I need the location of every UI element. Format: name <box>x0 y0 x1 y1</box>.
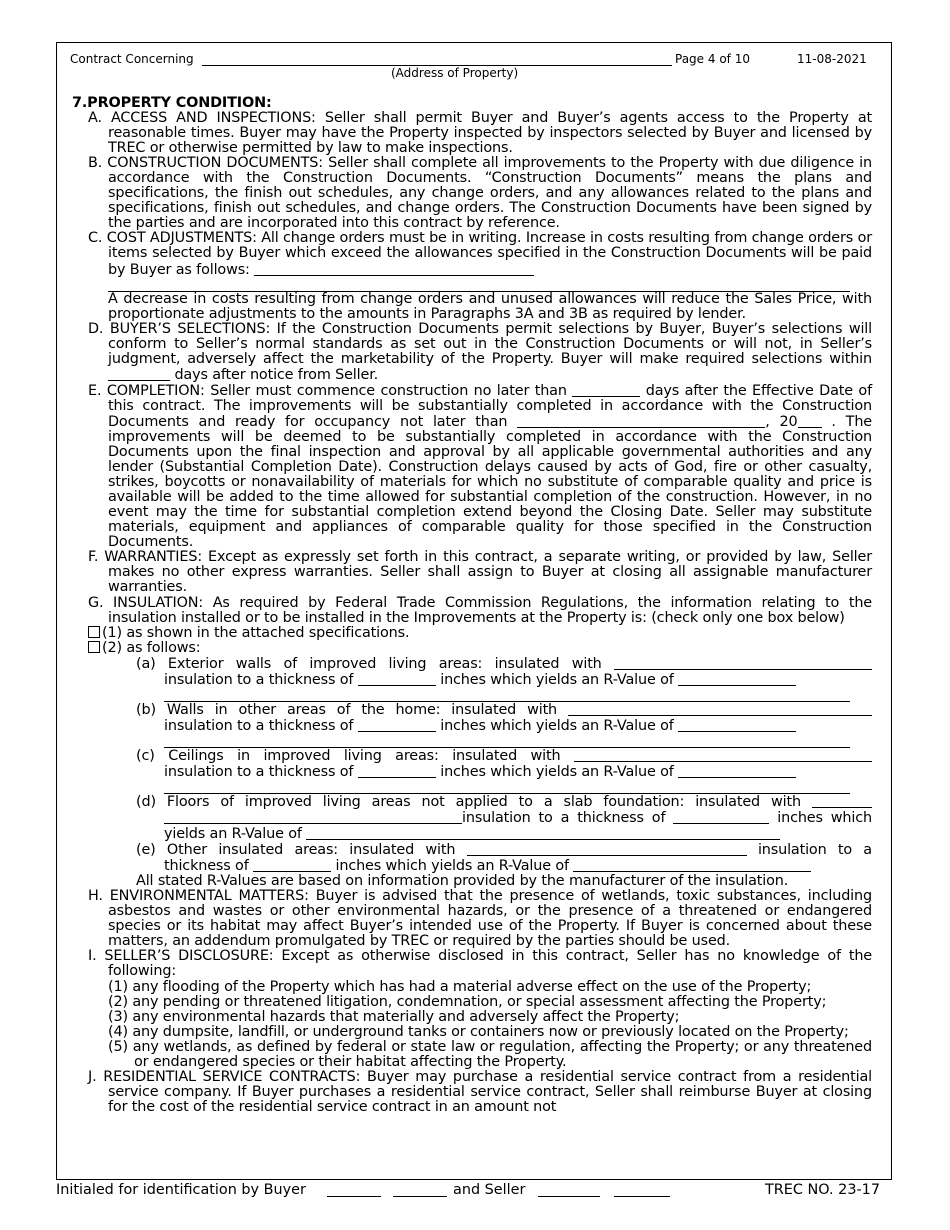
para-b: B. CONSTRUCTION DOCUMENTS: Seller shall complete all improvements to the Property with due diligence in accordance with the Construction Documents. “Construction Documents” means the plans and specifications, the finish out schedules, any change orders, and any allowances related to the plans and specifications, finish out schedules, and change orders. The Construction Documents have been signed by the parties and are incorporated into this contract by reference. <box>88 155 872 232</box>
other-walls-thickness-field[interactable] <box>358 718 436 732</box>
insulation-option-1 <box>72 626 872 641</box>
para-c-decrease: A decrease in costs resulting from change orders and unused allowances will reduce the Sales Price, with proportionate adjustments to the amounts in Paragraphs 3A and 3B as required by lender. <box>108 290 872 322</box>
insulation-note: All stated R-Values are based on information provided by the manufacturer of the insulation. <box>136 873 789 890</box>
other-areas-thickness-field[interactable] <box>253 858 331 872</box>
para-d-text: D. BUYER’S SELECTIONS: If the Construction Documents permit selections by Buyer, Buyer’s selections will conform to Seller’s normal standards as set out in the Construction Documents or will not, in Seller’s judgment, adversely affect the marketability of the Property. Buyer will make required selections within <box>88 320 872 367</box>
para-j: J. RESIDENTIAL SERVICE CONTRACTS: Buyer may purchase a residential service contract from a residential service company. If Buyer purchases a residential service contract, Seller shall reimburse Buyer at closing for the cost of the residential service contract in an amount not <box>88 1068 872 1115</box>
para-e-year: 20 <box>779 413 798 430</box>
insulation-e-to: insulation to a <box>757 842 872 859</box>
ceilings-extra-line[interactable] <box>164 780 850 794</box>
property-condition-section <box>72 96 872 1115</box>
para-i: I. SELLER’S DISCLOSURE: Except as otherwise disclosed in this contract, Seller has no knowledge of the following: <box>88 948 872 980</box>
ceilings-material-field[interactable] <box>574 748 872 762</box>
page-number: Page 4 of 10 <box>675 52 750 66</box>
insulation-a-yields: inches which yields an R-Value of <box>440 671 674 688</box>
floors-material-field[interactable] <box>812 794 872 808</box>
insulation-e-yields: inches which yields an R-Value of <box>335 858 569 875</box>
seller-initial-1[interactable] <box>538 1196 600 1197</box>
ceilings-rvalue-field[interactable] <box>678 764 796 778</box>
para-e: E. COMPLETION: Seller must commence construction no later than days after the Effective Date of this contract. The improvements will be substantially completed in accordance with the Construction Documents and ready for occupancy not later than , 20 . The improvements will be deemed to be substantially completed in accordance with the Construction Documents upon the final inspection and approval by all applicable governmental authorities and any lender (Substantial Completion Date). Construction delays caused by acts of God, fire or other casualty, strikes, boycotts or nonavailability of materials for which no substitute of comparable quality and price is available will be added to the time allowed for substantial completion of the construction. However, in no event may the time for substantial completion extend beyond the Closing Date. Seller may substitute materials, equipment and appliances of comparable quality for those specified in the Construction Documents. <box>88 382 873 551</box>
insulation-e-label: (e) Other insulated areas: insulated with <box>136 842 456 859</box>
commence-days-field[interactable] <box>572 383 640 397</box>
para-e-text3: . The improvements will be deemed to be substantially completed in accordance with the Construction Documents upon the final inspection and approval by all applicable governmental authorities and any lender (Substantial Completion Date). Construction delays caused by acts of God, fire or other casualty, strikes, boycotts or nonavailability of materials for which no substitute of comparable quality and price is available will be added to the time allowed for substantial completion of the construction. However, in no event may the time for substantial completion extend beyond the Closing Date. Seller may substitute materials, equipment and appliances of comparable quality for those specified in the Construction Documents. <box>108 413 872 551</box>
para-h: H. ENVIRONMENTAL MATTERS: Buyer is advised that the presence of wetlands, toxic substances, including asbestos and wastes or other environmental hazards, or the presence of a threatened or endangered species or its habitat may affect Buyer’s intended use of the Property. If Buyer is concerned about these matters, an addendum promulgated by TREC or required by the parties should be used. <box>88 888 872 950</box>
exterior-walls-extra-line[interactable] <box>164 688 850 702</box>
insulation-d-yields: which yields an R-Value of <box>164 810 872 843</box>
other-walls-material-field[interactable] <box>568 702 872 716</box>
para-c-text: C. COST ADJUSTMENTS: All change orders must be in writing. Increase in costs resulting from change orders or items selected by Buyer which exceed the allowances specified in the Construction Documents will be paid by Buyer as follows: <box>88 230 872 278</box>
floors-material-line[interactable] <box>164 810 462 824</box>
floors-rvalue-field[interactable] <box>306 826 780 840</box>
insulation-b <box>72 702 872 734</box>
para-f: F. WARRANTIES: Except as expressly set forth in this contract, a separate writing, or provided by law, Seller makes no other express warranties. Seller shall assign to Buyer at closing all assignable manufacturer warranties. <box>88 549 872 596</box>
insulation-d-inches: inches <box>777 810 823 827</box>
para-d-tail: days after notice from Seller. <box>174 366 379 383</box>
insulation-d <box>72 794 872 842</box>
option-2-checkbox[interactable] <box>88 641 100 653</box>
form-date: 11-08-2021 <box>797 52 867 66</box>
insulation-b-yields: inches which yields an R-Value of <box>440 717 674 734</box>
exterior-walls-rvalue-field[interactable] <box>678 672 796 686</box>
disclosure-4: (4) any dumpsite, landfill, or underground tanks or containers now or previously located on the Property; <box>108 1023 849 1040</box>
insulation-b-label: (b) Walls in other areas of the home: insulated with <box>136 701 558 718</box>
exterior-walls-material-field[interactable] <box>614 656 872 670</box>
other-areas-rvalue-field[interactable] <box>573 858 811 872</box>
disclosure-3: (3) any environmental hazards that materially and adversely affect the Property; <box>108 1008 680 1025</box>
exterior-walls-thickness-field[interactable] <box>358 672 436 686</box>
selection-days-field[interactable] <box>108 367 170 381</box>
form-number: TREC NO. 23-17 <box>765 1182 880 1198</box>
para-e-text2: days after the Effective Date of this contract. The improvements will be substantially completed in accordance with the Construction Documents and ready for occupancy not later than <box>108 382 873 430</box>
cost-adjustment-field[interactable] <box>254 262 534 276</box>
option-2-label: (2) as follows: <box>102 639 201 656</box>
insulation-a <box>72 656 872 688</box>
completion-date-field[interactable] <box>517 414 765 428</box>
other-walls-extra-line[interactable] <box>164 734 850 748</box>
contract-concerning-label: Contract Concerning <box>70 52 194 66</box>
para-e-text1: E. COMPLETION: Seller must commence construction no later than <box>88 382 567 399</box>
insulation-c-yields: inches which yields an R-Value of <box>440 763 674 780</box>
disclosure-2: (2) any pending or threatened litigation, condemnation, or special assessment affecting the Property; <box>108 993 827 1010</box>
ceilings-thickness-field[interactable] <box>358 764 436 778</box>
buyer-initial-2[interactable] <box>393 1196 447 1197</box>
insulation-option-2 <box>72 641 872 656</box>
cost-adjustment-line[interactable] <box>108 278 850 292</box>
section-heading: 7.PROPERTY CONDITION: <box>72 95 272 111</box>
insulation-e-thick: thickness of <box>164 858 249 875</box>
other-areas-material-field[interactable] <box>467 842 747 856</box>
address-caption: (Address of Property) <box>391 66 519 80</box>
insulation-a-label: (a) Exterior walls of improved living areas: insulated with <box>136 655 602 672</box>
footer-initialed-buyer: Initialed for identification by Buyer <box>56 1182 306 1198</box>
completion-year-field[interactable] <box>798 414 822 428</box>
option-1-checkbox[interactable] <box>88 626 100 638</box>
other-walls-rvalue-field[interactable] <box>678 718 796 732</box>
para-d <box>72 322 872 383</box>
footer-and-seller: and Seller <box>453 1182 526 1198</box>
insulation-c-label: (c) Ceilings in improved living areas: insulated with <box>136 747 561 764</box>
insulation-d-thick: insulation to a thickness of <box>462 810 666 827</box>
insulation-a-thick: insulation to a thickness of <box>164 671 354 688</box>
seller-initial-2[interactable] <box>614 1196 670 1197</box>
option-1-label: (1) as shown in the attached specifications. <box>102 624 410 641</box>
insulation-d-label: (d) Floors of improved living areas not applied to a slab foundation: insulated with <box>136 793 801 810</box>
floors-thickness-field[interactable] <box>673 810 769 824</box>
insulation-c <box>72 748 872 780</box>
para-g: G. INSULATION: As required by Federal Trade Commission Regulations, the information relating to the insulation installed or to be installed in the Improvements at the Property is: (check only one box below) <box>88 594 872 626</box>
buyer-initial-1[interactable] <box>327 1196 381 1197</box>
para-c <box>72 231 872 277</box>
disclosure-1: (1) any flooding of the Property which has had a material adverse effect on the use of the Property; <box>108 978 812 995</box>
insulation-b-thick: insulation to a thickness of <box>164 717 354 734</box>
insulation-e <box>72 842 872 874</box>
insulation-c-thick: insulation to a thickness of <box>164 763 354 780</box>
disclosure-5: (5) any wetlands, as defined by federal or state law or regulation, affecting the Property; or any threatened or endangered species or their habitat affecting the Property. <box>108 1038 872 1070</box>
para-a: A. ACCESS AND INSPECTIONS: Seller shall permit Buyer and Buyer’s agents access to the Property at reasonable times. Buyer may have the Property inspected by inspectors selected by Buyer and licensed by TREC or otherwise permitted by law to make inspections. <box>88 110 872 157</box>
